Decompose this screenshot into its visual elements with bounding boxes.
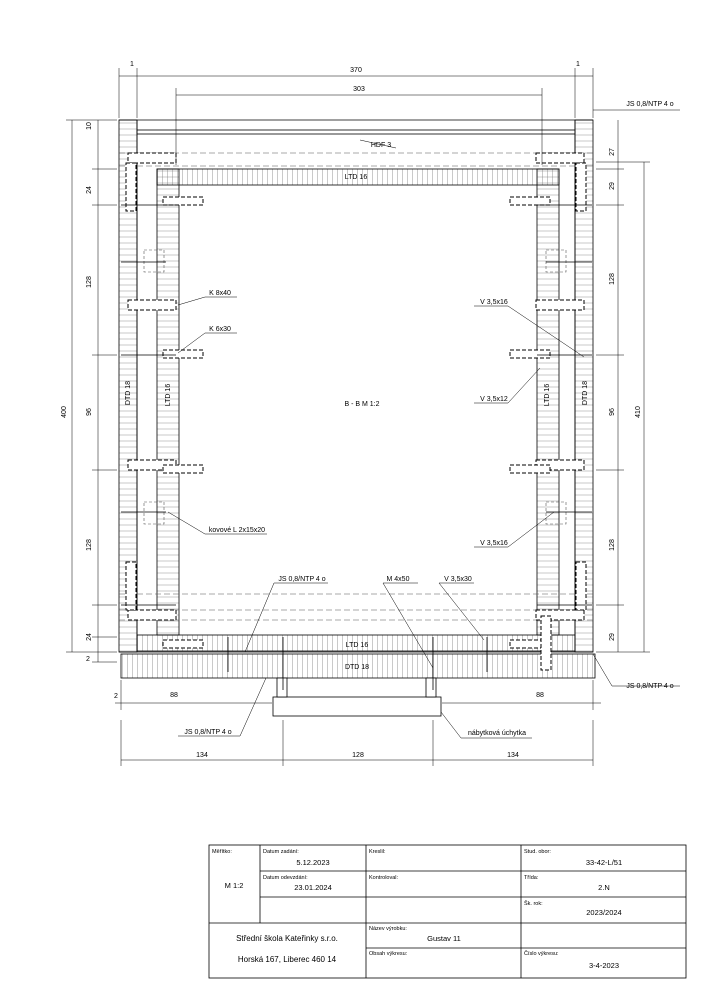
value-nazev: Gustav 11 <box>427 934 461 943</box>
panel-hdf <box>137 130 575 134</box>
label-ltd-top: LTD 16 <box>344 174 368 181</box>
label-js-top-right: JS 0,8/NTP 4 o <box>626 101 674 108</box>
handle-leg-right <box>426 678 436 697</box>
label-k-6x30: K 6x30 <box>209 326 231 333</box>
label-v-35x16-top: V 3,5x16 <box>480 299 508 306</box>
handle-leg-left <box>277 678 287 697</box>
label-nazev: Název výrobku: <box>369 926 407 932</box>
label-dtd-bottom: DTD 18 <box>344 664 370 671</box>
dim-bottom-88-left: 88 <box>170 692 178 699</box>
label-kovove: kovové L 2x15x20 <box>208 527 266 534</box>
school-name: Střední škola Kateřinky s.r.o. <box>236 934 338 943</box>
label-js-bottom-left: JS 0,8/NTP 4 o <box>184 729 232 736</box>
label-meritko: Měřítko: <box>212 849 232 855</box>
label-kontroloval: Kontroloval: <box>369 875 399 881</box>
label-obsah: Obsah výkresu: <box>369 951 408 957</box>
value-trida: 2.N <box>598 883 610 892</box>
value-cislo: 3-4-2023 <box>588 961 620 970</box>
dim-bottom-2: 2 <box>114 693 118 700</box>
dim-bottom-88-right: 88 <box>536 692 544 699</box>
dim-bottom-134-right: 134 <box>507 752 519 759</box>
label-kreslil: Kreslil: <box>369 849 386 855</box>
label-hdf: HDF 3 <box>370 142 392 149</box>
dim-left-total: 400 <box>61 406 68 418</box>
value-datum-zadani: 5.12.2023 <box>296 858 330 867</box>
value-datum-odevzdani: 23.01.2024 <box>294 883 332 892</box>
panels <box>119 120 595 716</box>
label-v-35x12: V 3,5x12 <box>480 396 508 403</box>
dim-right-total: 410 <box>635 406 642 418</box>
dim-top-right-one: 1 <box>576 61 580 68</box>
dim-left-ten: 10 <box>86 122 93 130</box>
dim-right-29-top: 29 <box>609 182 616 190</box>
hidden-lines <box>119 153 593 620</box>
handle-body <box>273 697 441 716</box>
label-trida: Třída: <box>524 875 539 881</box>
label-ltd-left: LTD 16 <box>165 383 172 407</box>
dim-left-24-bottom: 24 <box>86 633 93 641</box>
value-sk-rok: 2023/2024 <box>586 908 622 917</box>
label-sk-rok: Šk. rok: <box>524 901 543 907</box>
dim-bottom-128: 128 <box>352 752 364 759</box>
dim-bottom-134-left: 134 <box>196 752 208 759</box>
dim-right-96: 96 <box>609 408 616 416</box>
school-address: Horská 167, Liberec 460 14 <box>237 955 337 964</box>
label-v-35x16-bottom: V 3,5x16 <box>480 540 508 547</box>
value-meritko: M 1:2 <box>224 881 244 890</box>
dim-top-outer: 370 <box>350 67 362 74</box>
dim-top-left-one: 1 <box>130 61 134 68</box>
dowels <box>126 153 586 670</box>
value-stud-obor: 33-42-L/51 <box>585 858 623 867</box>
dim-left-128-top: 128 <box>86 276 93 288</box>
dim-left-128-bottom: 128 <box>86 539 93 551</box>
label-section: B - B M 1:2 <box>344 401 380 408</box>
label-ltd-bottom: LTD 16 <box>345 642 369 649</box>
dim-left-2: 2 <box>86 656 90 663</box>
label-cislo: Číslo výkresu: <box>524 951 559 957</box>
label-v-35x30: V 3,5x30 <box>444 576 472 583</box>
label-dtd-right: DTD 18 <box>582 380 589 406</box>
dim-right-29-bottom: 29 <box>609 633 616 641</box>
dim-right-27: 27 <box>609 148 616 156</box>
label-handle: nábytková úchytka <box>468 730 526 737</box>
metal-brackets <box>144 250 566 524</box>
dim-right-128-bottom: 128 <box>609 539 616 551</box>
dim-right-128-top: 128 <box>609 273 616 285</box>
label-js-bottom-mid: JS 0,8/NTP 4 o <box>278 576 326 583</box>
label-m-4x50: M 4x50 <box>386 576 410 583</box>
label-js-bottom-right: JS 0,8/NTP 4 o <box>626 683 674 690</box>
dim-left-96: 96 <box>86 408 93 416</box>
label-k-8x40: K 8x40 <box>209 290 231 297</box>
label-dtd-left: DTD 18 <box>125 380 132 406</box>
label-stud-obor: Stud. obor: <box>524 849 551 855</box>
dim-top-inner: 303 <box>353 86 365 93</box>
label-ltd-right: LTD 16 <box>544 383 551 407</box>
screws <box>121 205 592 690</box>
label-datum-zadani: Datum zadání: <box>263 849 299 855</box>
dim-left-24-top: 24 <box>86 186 93 194</box>
label-datum-odevzdani: Datum odevzdání: <box>263 875 308 881</box>
